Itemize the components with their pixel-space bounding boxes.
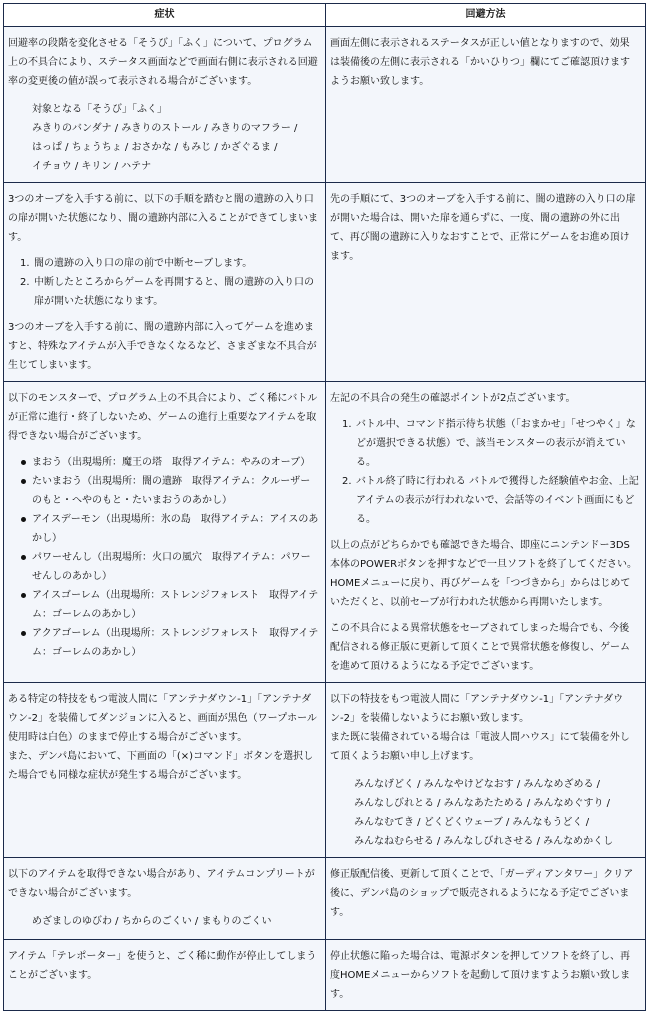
symptom-text: アイテム「テレポーター」を使うと、ごく稀に動作が停止してしまうことがございます。	[8, 951, 317, 981]
list-item: アイスゴーレム（出現場所：ストレンジフォレスト 取得アイテム：ゴーレムのあかし）	[32, 586, 319, 624]
skill-line: みんなむてき / どくどくウェーブ / みんなもうどく /	[354, 817, 590, 828]
workaround-text: 以上の点がどちらかでも確認できた場合、即座にニンテンドー3DS本体のPOWERボタンを押すなどで一旦ソフトを終了してください。HOMEメニューに戻り、再びゲームを「つづきから」からはじめていただくと、以前セーブが行われた状態から再開いたします。	[330, 540, 638, 608]
item-list	[32, 912, 319, 931]
workaround-cell	[326, 683, 646, 858]
symptom-cell	[4, 683, 326, 858]
symptom-cell	[4, 27, 326, 183]
skill-list	[354, 775, 639, 851]
skill-line: みんなしびれとる / みんなあたためる / みんなめぐすり /	[354, 798, 611, 809]
symptom-cell	[4, 382, 326, 683]
list-item	[20, 273, 319, 311]
workaround-cell	[326, 940, 646, 1011]
workaround-cell	[326, 382, 646, 683]
item-line: めざましのゆびわ / ちからのごくい / まもりのごくい	[32, 916, 272, 927]
list-item	[342, 415, 639, 472]
symptom-text: 3つのオーブを入手する前に、以下の手順を踏むと闇の遺跡の入り口の扉が開いた状態になり、闇の遺跡内部に入ることができてしまいます。	[8, 194, 318, 243]
table-row	[4, 940, 646, 1011]
step-text: 闇の遺跡の入り口の扉の前で中断セーブします。	[34, 258, 253, 269]
list-item	[342, 472, 639, 529]
list-item: まおう（出現場所：魔王の塔 取得アイテム：やみのオーブ）	[32, 453, 319, 472]
workaround-text: また既に装備されている場合は「電波人間ハウス」にて装備を外して頂くようお願い申し上げます。	[330, 732, 630, 762]
list-item: アクアゴーレム（出現場所：ストレンジフォレスト 取得アイテム：ゴーレムのあかし）	[32, 624, 319, 662]
table-row	[4, 382, 646, 683]
list-item: パワーせんし（出現場所：火口の風穴 取得アイテム：パワーせんしのあかし）	[32, 548, 319, 586]
check-point-list	[330, 415, 639, 529]
list-item: たいまおう（出現場所：闇の遺跡 取得アイテム：クルーザーのもと・へやのもと・たいまおうのあかし）	[32, 472, 319, 510]
step-text: 中断したところからゲームを再開すると、闇の遺跡の入り口の扉が開いた状態になります。	[34, 277, 314, 307]
target-label: 対象となる「そうび」「ふく」	[32, 104, 167, 115]
workaround-cell	[326, 858, 646, 940]
step-number: 2.	[20, 277, 30, 288]
header-symptom: 症状	[4, 4, 326, 27]
symptom-cell	[4, 183, 326, 382]
workaround-text: 以下の特技をもつ電波人間に「アンテナダウン-1」「アンテナダウン-2」を装備しないようにお願い致します。	[330, 694, 624, 724]
symptom-cell	[4, 858, 326, 940]
header-workaround: 回避方法	[326, 4, 646, 27]
skill-line: みんなげどく / みんなやけどなおす / みんなめざめる /	[354, 779, 601, 790]
workaround-text: 先の手順にて、3つのオーブを入手する前に、闇の遺跡の入り口の扉が開いた場合は、開いた扉を通らずに、一度、闇の遺跡の外に出て、再び闇の遺跡に入りなおすことで、正常にゲームをお進め頂けます。	[330, 194, 636, 262]
symptom-text: 回避率の段階を変化させる「そうび」「ふく」について、プログラム上の不具合により、ステータス画面などで画面右側に表示される回避率の変更後の値が誤って表示される場合がございます。	[8, 38, 318, 87]
symptom-text: ある特定の特技をもつ電波人間に「アンテナダウン-1」「アンテナダウン-2」を装備してダンジョンに入ると、画面が黒色（ワープホール使用時は白色）のままで停止する場合がございます。	[8, 694, 317, 743]
workaround-text: 修正版配信後、更新して頂くことで、「ガーディアンタワー」クリア後に、デンパ島のショップで販売されるようになる予定でございます。	[330, 869, 634, 918]
point-number: 2.	[342, 476, 352, 487]
target-items	[32, 100, 319, 176]
table-row	[4, 27, 646, 183]
table-row	[4, 683, 646, 858]
monster-list	[8, 453, 319, 662]
symptom-text: また、デンパ島において、下画面の「(×)コマンド」ボタンを選択した場合でも同様な症状が発生する場合がございます。	[8, 751, 314, 781]
point-text: バトル中、コマンド指示待ち状態（「おまかせ」「せつやく」などが選択できる状態）で、該当モンスターの表示が消えている。	[356, 419, 636, 468]
header-row	[4, 4, 646, 27]
symptom-note: 3つのオーブを入手する前に、闇の遺跡内部に入ってゲームを進めますと、特殊なアイテムが入手できなくなるなど、さまざまな不具合が生じてしまいます。	[8, 322, 317, 371]
workaround-cell	[326, 27, 646, 183]
list-item	[20, 254, 319, 273]
bug-info-table	[3, 3, 646, 1011]
workaround-text: この不具合による異常状態をセーブされてしまった場合でも、今後配信される修正版に更新して頂くことで異常状態を修復し、ゲームを進めて頂けるようになる予定でございます。	[330, 623, 630, 672]
step-list	[8, 254, 319, 311]
table-row	[4, 183, 646, 382]
step-number: 1.	[20, 258, 30, 269]
table-row	[4, 858, 646, 940]
symptom-cell	[4, 940, 326, 1011]
point-text: バトル終了時に行われる バトルで獲得した経験値やお金、上記アイテムの表示が行われないで、会話等のイベント画面にもどる。	[356, 476, 639, 525]
workaround-text: 画面左側に表示されるステータスが正しい値となりますので、効果は装備後の左側に表示される「かいひりつ」欄にてご確認頂けますようお願い致します。	[330, 38, 630, 87]
workaround-text: 停止状態に陥った場合は、電源ボタンを押してソフトを終了し、再度HOMEメニューからソフトを起動して頂けますようお願い致します。	[330, 951, 631, 1000]
item-line: イチョウ / キリン / ハテナ	[32, 161, 152, 172]
workaround-cell	[326, 183, 646, 382]
symptom-text: 以下のアイテムを取得できない場合があり、アイテムコンプリートができない場合がございます。	[8, 869, 315, 899]
workaround-text: 左記の不具合の発生の確認ポイントが2点ございます。	[330, 393, 576, 404]
item-line: はっぱ / ちょうちょ / おさかな / もみじ / かざぐるま /	[32, 142, 278, 153]
point-number: 1.	[342, 419, 352, 430]
symptom-text: 以下のモンスターで、プログラム上の不具合により、ごく稀にバトルが正常に進行・終了しないため、ゲームの進行上重要なアイテムを取得できない場合がございます。	[8, 393, 318, 442]
skill-line: みんなねむらせる / みんなしびれさせる / みんなめかくし	[354, 836, 614, 847]
item-line: みきりのバンダナ / みきりのストール / みきりのマフラー /	[32, 123, 298, 134]
list-item: アイスデーモン（出現場所：氷の島 取得アイテム：アイスのあかし）	[32, 510, 319, 548]
